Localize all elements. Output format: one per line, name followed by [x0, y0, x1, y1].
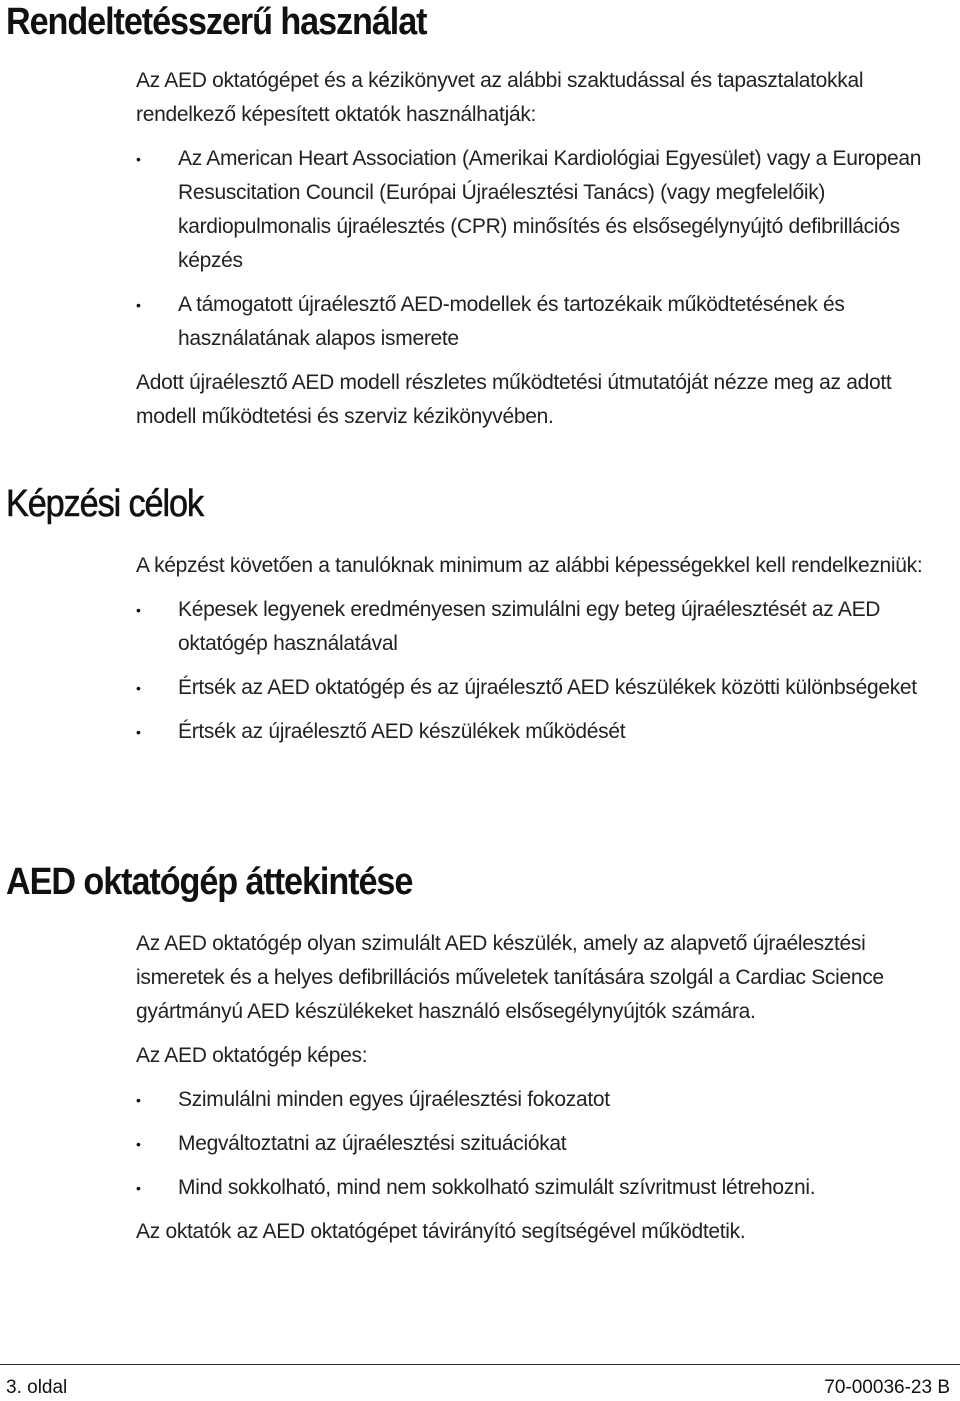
training-goals-intro: A képzést követően a tanulóknak minimum az alábbi képességekkel kell rendelkezniük:	[136, 554, 923, 577]
page-footer	[0, 1364, 960, 1398]
list-item: • Mind sokkolható, mind nem sokkolható szimulált szívritmust létrehozni.	[136, 1171, 948, 1205]
document-number: 70-00036-23 B	[824, 1377, 950, 1398]
section-title-aed-overview: AED oktatógép áttekintése	[6, 861, 413, 903]
list-item: • Értsék az újraélesztő AED készülékek működését	[136, 715, 948, 749]
bullet-icon: •	[136, 1180, 141, 1196]
bullet-icon: •	[136, 1136, 141, 1152]
list-item: • Az American Heart Association (Amerikai Kardiológiai Egyesület) vagy a European Resuscitation Council (Európai Újraélesztési Tanács) (vagy megfelelőik) kardiopulmonalis újraélesztés (CPR) minősítés és elsősegélynyújtó defibrillációs képzés	[136, 142, 948, 278]
section-intended-use	[136, 64, 948, 434]
section-title-intended-use: Rendeltetésszerű használat	[6, 1, 427, 43]
list-item: • Képesek legyenek eredményesen szimulálni egy beteg újraélesztését az AED oktatógép használatával	[136, 593, 948, 661]
bullet-icon: •	[136, 680, 141, 696]
list-item: • A támogatott újraélesztő AED-modellek és tartozékaik működtetésének és használatának alapos ismerete	[136, 288, 948, 356]
list-item: • Értsék az AED oktatógép és az újraélesztő AED készülékek közötti különbségeket	[136, 671, 948, 705]
aed-overview-list	[136, 1083, 948, 1205]
aed-overview-capable: Az AED oktatógép képes:	[136, 1044, 368, 1067]
page-number: 3. oldal	[6, 1377, 68, 1398]
training-goals-list	[136, 593, 948, 749]
aed-overview-outro: Az oktatók az AED oktatógépet távirányító segítségével működtetik.	[136, 1220, 746, 1243]
list-item: • Szimulálni minden egyes újraélesztési fokozatot	[136, 1083, 948, 1117]
bullet-icon: •	[136, 602, 141, 618]
bullet-icon: •	[136, 1092, 141, 1108]
bullet-icon: •	[136, 151, 141, 167]
section-title-training-goals: Képzési célok	[6, 483, 203, 525]
section-aed-overview	[136, 927, 948, 1249]
list-item: • Megváltoztatni az újraélesztési szituációkat	[136, 1127, 948, 1161]
intended-use-list	[136, 142, 948, 356]
section-training-goals	[136, 549, 948, 749]
bullet-icon: •	[136, 724, 141, 740]
intended-use-intro: Az AED oktatógépet és a kézikönyvet az alábbi szaktudással és tapasztalatokkal rendelkező képesített oktatók használhatják:	[136, 69, 864, 126]
aed-overview-intro: Az AED oktatógép olyan szimulált AED készülék, amely az alapvető újraélesztési ismeretek és a helyes defibrillációs műveletek tanítására szolgál a Cardiac Science gyártmányú AED készülékeket használó elsősegélynyújtók számára.	[136, 932, 884, 1023]
bullet-icon: •	[136, 297, 141, 313]
intended-use-outro: Adott újraélesztő AED modell részletes működtetési útmutatóját nézze meg az adott modell működtetési és szerviz kézikönyvében.	[136, 371, 892, 428]
